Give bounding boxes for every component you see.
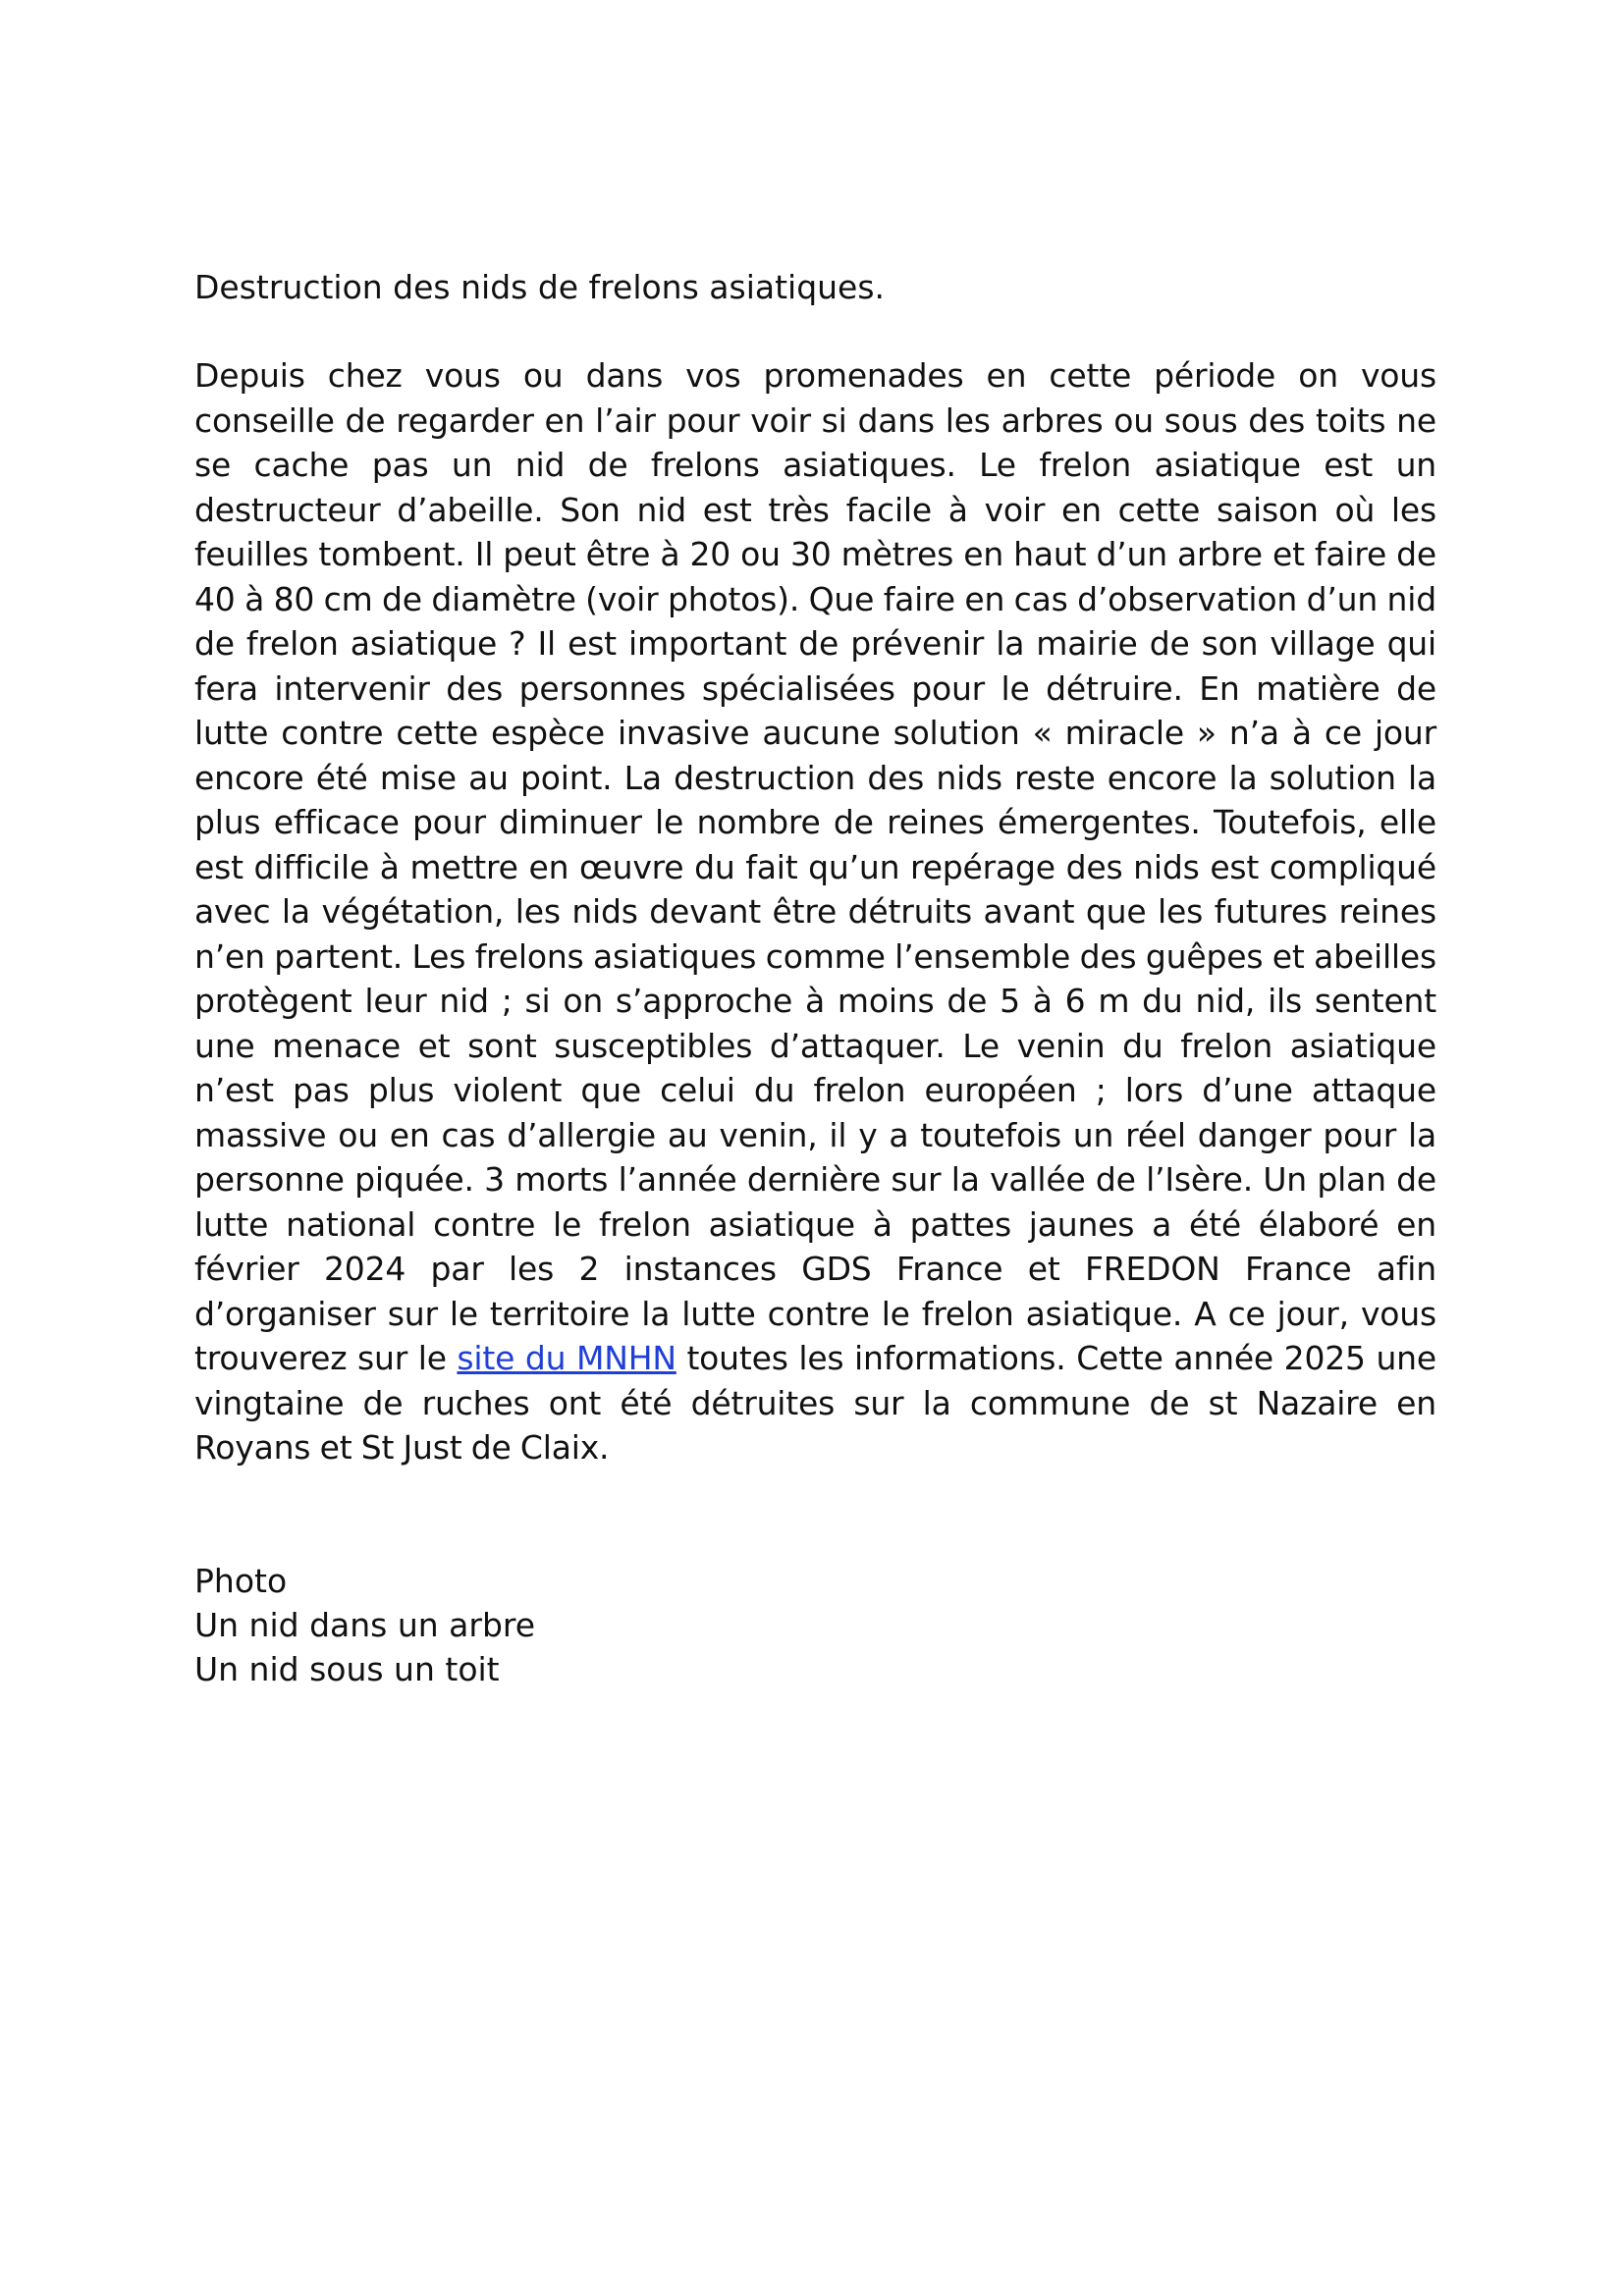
paragraph-text-before-link: Depuis chez vous ou dans vos promenades en cette période on vous conseille de regarder en l’air pour voir si dans les arbres ou sous des toits ne se cache pas un nid de frelons asiatiques. Le frelon asiatique est un destructeur d’abeille. Son nid est très facile à voir en cette saison où les feuilles tombent. Il peut être à 20 ou 30 mètres en haut d’un arbre et faire de 40 à 80 cm de diamètre (voir photos). Que faire en cas d’observation d’un nid de frelon asiatique ? Il est important de prévenir la mairie de son village qui fera intervenir des personnes spécialisées pour le détruire. En matière de lutte contre cette espèce invasive aucune solution « miracle » n’a à ce jour encore été mise au point. La destruction des nids reste encore la solution la plus efficace pour diminuer le nombre de reines émergentes. Toutefois, elle est difficile à mettre en œuvre du fait qu’un repérage des nids est compliqué avec la végétation, les nids devant être détruits avant que les futures reines n’en partent. Les frelons asiatiques comme l’ensemble des guêpes et abeilles protègent leur nid ; si on s’approche à moins de 5 à 6 m du nid, ils sentent une menace et sont susceptibles d’attaquer. Le venin du frelon asiatique n’est pas plus violent que celui du frelon européen ; lors d’une attaque massive ou en cas d’allergie au venin, il y a toutefois un réel danger pour la personne piquée. 3 morts l’année dernière sur la vallée de l’Isère. Un plan de lutte national contre le frelon asiatique à pattes jaunes a été élaboré en février 2024 par les 2 instances GDS France et FREDON France afin d’organiser sur le territoire la lutte contre le frelon asiatique. A ce jour, vous trouverez sur le [194, 356, 1436, 1377]
photo-caption-tree-nest: Un nid dans un arbre [194, 1605, 536, 1644]
mnhn-site-link[interactable]: site du MNHN [457, 1339, 676, 1377]
article-paragraph [194, 353, 1436, 1470]
photo-caption-heading: Photo [194, 1561, 288, 1600]
photo-caption-roof-nest: Un nid sous un toit [194, 1649, 500, 1688]
document-page [194, 265, 1436, 1691]
paragraph-text-after-link: toutes les informations. Cette année 2025 une vingtaine de ruches ont été détruites sur la commune de st Nazaire en Royans et St Just de Claix. [194, 1339, 1437, 1467]
photo-captions [194, 1559, 1436, 1691]
document-title: Destruction des nids de frelons asiatiques. [194, 268, 886, 306]
